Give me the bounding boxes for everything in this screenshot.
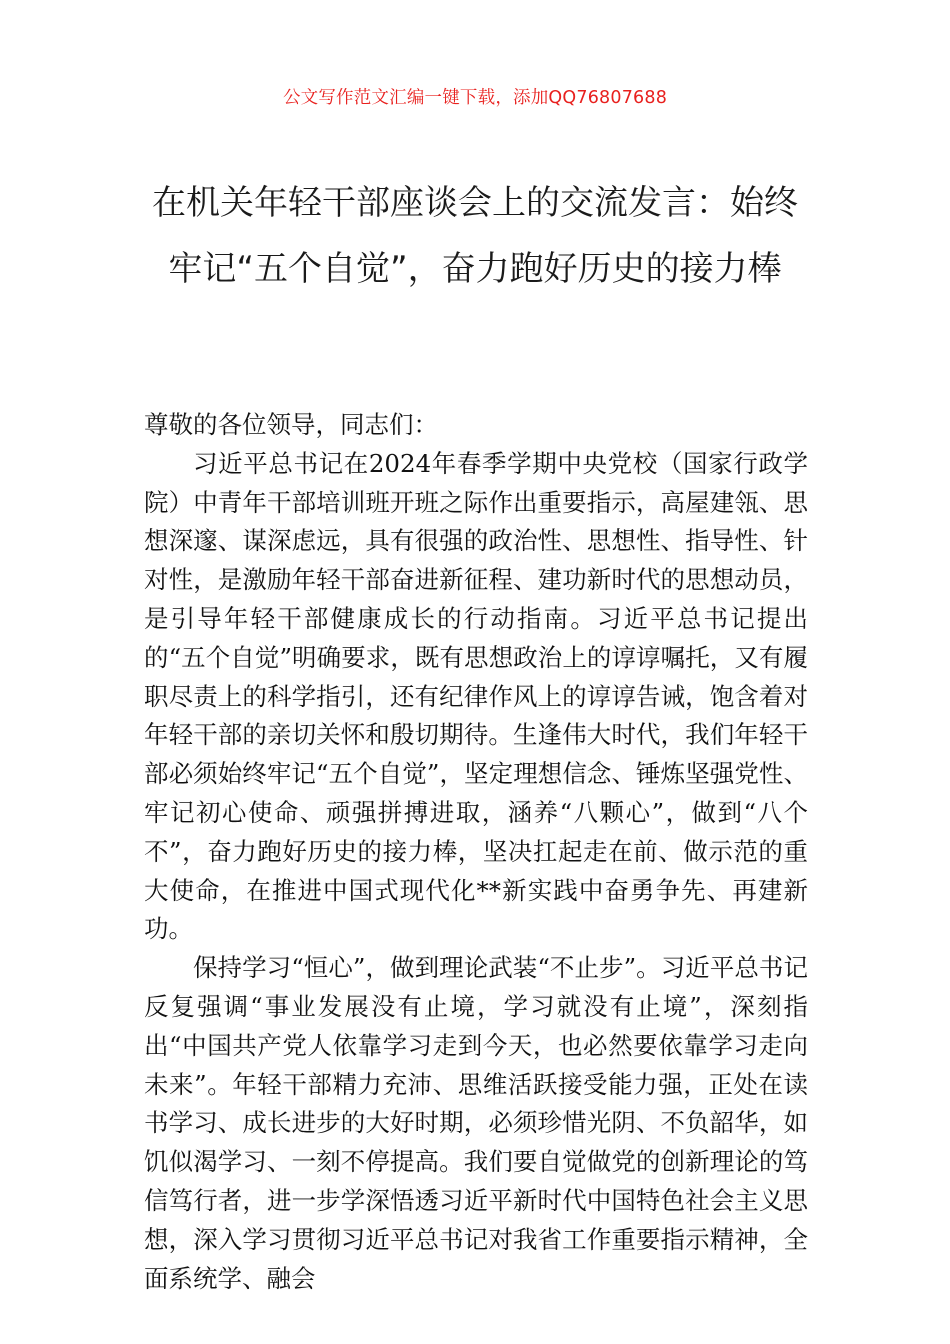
document-body bbox=[144, 406, 808, 1298]
salutation: 尊敬的各位领导，同志们： bbox=[144, 410, 438, 439]
body-paragraph: 习近平总书记在2024年春季学期中央党校（国家行政学院）中青年干部培训班开班之际作出重要指示，高屋建瓴、思想深邃、谋深虑远，具有很强的政治性、思想性、指导性、针对性，是激励年轻干部奋进新征程、建功新时代的思想动员，是引导年轻干部健康成长的行动指南。习近平总书记提出的“五个自觉”明确要求，既有思想政治上的谆谆嘱托，又有履职尽责上的科学指引，还有纪律作风上的谆谆告诫，饱含着对年轻干部的亲切关怀和殷切期待。生逢伟大时代，我们年轻干部必须始终牢记“五个自觉”，坚定理想信念、锤炼坚强党性、牢记初心使命、顽强拼搏进取，涵养“八颗心”，做到“八个不”，奋力跑好历史的接力棒，坚决扛起走在前、做示范的重大使命，在推进中国式现代化**新实践中奋勇争先、再建新功。 bbox=[144, 448, 808, 944]
body-paragraph: 保持学习“恒心”，做到理论武装“不止步”。习近平总书记反复强调“事业发展没有止境，学习就没有止境”，深刻指出“中国共产党人依靠学习走到今天，也必然要依靠学习走向未来”。年轻干部精力充沛、思维活跃接受能力强，正处在读书学习、成长进步的大好时期，必须珍惜光阴、不负韶华，如饥似渴学习、一刻不停提高。我们要自觉做党的创新理论的笃信笃行者，进一步学深悟透习近平新时代中国特色社会主义思想，深入学习贯彻习近平总书记对我省工作重要指示精神，全面系统学、融会 bbox=[144, 953, 808, 1293]
document-title: 在机关年轻干部座谈会上的交流发言：始终牢记“五个自觉”，奋力跑好历史的接力棒 bbox=[152, 183, 798, 289]
download-banner: 公文写作范文汇编一键下载，添加QQ76807688 bbox=[282, 88, 668, 108]
